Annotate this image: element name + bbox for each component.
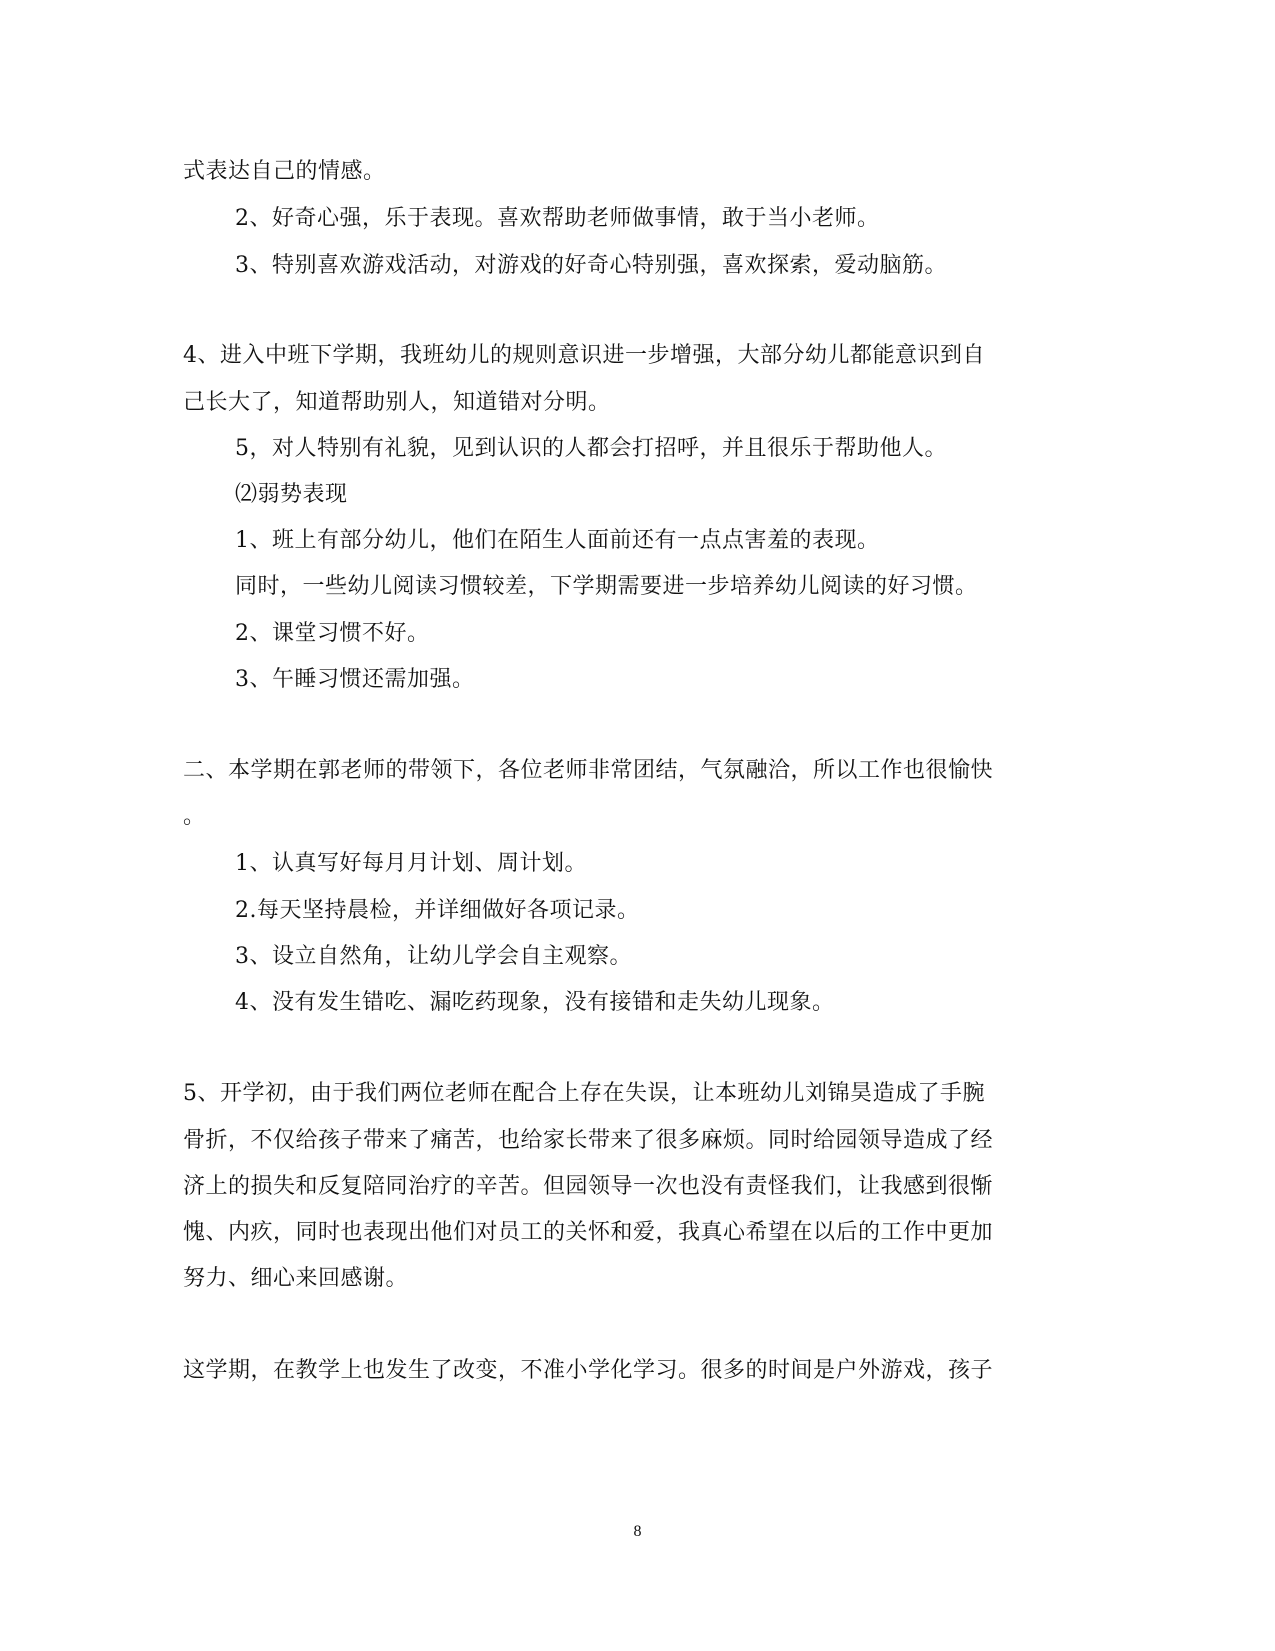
- text-line: 2、课堂习惯不好。: [235, 621, 430, 646]
- text-line: 2.每天坚持晨检，并详细做好各项记录。: [235, 898, 640, 923]
- page-number: 8: [633, 1523, 642, 1540]
- text-line: 同时，一些幼儿阅读习惯较差，下学期需要进一步培养幼儿阅读的好习惯。: [235, 574, 978, 599]
- text-line: 2、好奇心强，乐于表现。喜欢帮助老师做事情，敢于当小老师。: [235, 206, 880, 231]
- text-line: 济上的损失和反复陪同治疗的辛苦。但园领导一次也没有责怪我们，让我感到很惭: [183, 1174, 994, 1199]
- text-line: 3、特别喜欢游戏活动，对游戏的好奇心特别强，喜欢探索，爱动脑筋。: [235, 253, 947, 278]
- text-line: 。: [183, 804, 206, 829]
- text-line: 3、设立自然角，让幼儿学会自主观察。: [235, 944, 632, 969]
- text-line: 式表达自己的情感。: [183, 159, 386, 184]
- text-line: 4、没有发生错吃、漏吃药现象，没有接错和走失幼儿现象。: [235, 990, 835, 1015]
- text-line: 1、班上有部分幼儿，他们在陌生人面前还有一点点害羞的表现。: [235, 528, 880, 553]
- text-line: 3、午睡习惯还需加强。: [235, 667, 475, 692]
- text-line: 愧、内疚，同时也表现出他们对员工的关怀和爱，我真心希望在以后的工作中更加: [183, 1220, 994, 1245]
- text-line: 5、开学初，由于我们两位老师在配合上存在失误，让本班幼儿刘锦昊造成了手腕: [183, 1081, 985, 1106]
- text-line: 1、认真写好每月月计划、周计划。: [235, 851, 587, 876]
- text-line: 这学期，在教学上也发生了改变，不准小学化学习。很多的时间是户外游戏，孩子: [183, 1358, 994, 1383]
- text-line: 二、本学期在郭老师的带领下，各位老师非常团结，气氛融洽，所以工作也很愉快: [183, 758, 994, 783]
- text-line: 己长大了，知道帮助别人，知道错对分明。: [183, 390, 611, 415]
- text-line: 骨折，不仅给孩子带来了痛苦，也给家长带来了很多麻烦。同时给园领导造成了经: [183, 1128, 994, 1153]
- text-line: 5，对人特别有礼貌，见到认识的人都会打招呼，并且很乐于帮助他人。: [235, 436, 947, 461]
- text-line: 4、进入中班下学期，我班幼儿的规则意识进一步增强，大部分幼儿都能意识到自: [183, 343, 985, 368]
- text-line: 努力、细心来回感谢。: [183, 1266, 409, 1291]
- section-heading: ⑵弱势表现: [235, 482, 348, 507]
